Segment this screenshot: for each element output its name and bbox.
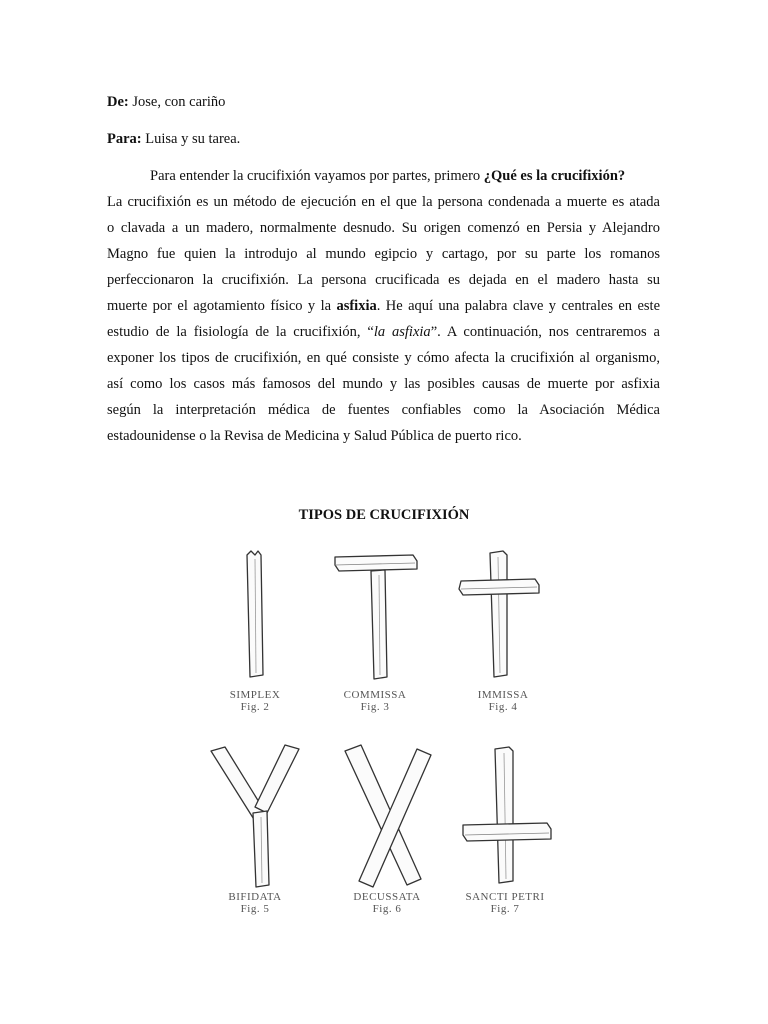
paragraph-text: Para entender la crucifixión vayamos por partes, primero — [150, 168, 484, 184]
to-line — [107, 129, 240, 149]
caption-simplex — [195, 689, 315, 713]
commissa-cross-drawing — [335, 555, 417, 679]
paragraph-line-3: o clavada a un madero, normalmente desnudo. Su origen comenzó en Persia y Alejandro — [107, 220, 660, 236]
crucifixion-types-figure — [195, 545, 575, 930]
paragraph-text: ”. A continuación, nos centraremos a — [430, 324, 660, 340]
caption-type-name: SANCTI PETRI — [465, 891, 545, 903]
decussata-cross-drawing — [345, 745, 431, 887]
immissa-cross-drawing — [459, 551, 539, 677]
paragraph-line-8: exponer los tipos de crucifixión, en qué consiste y cómo afecta la crucifixión al organismo, — [107, 350, 660, 366]
caption-fig-number: Fig. 7 — [490, 903, 520, 915]
paragraph-text: muerte por el agotamiento físico y la — [107, 298, 337, 314]
bold-question: ¿Qué es la crucifixión? — [483, 168, 626, 184]
to-label: Para: — [107, 131, 142, 147]
paragraph-line-9: así como los casos más famosos del mundo y las posibles causas de muerte por asfixia — [107, 376, 660, 392]
paragraph-line-5: perfeccionaron la crucifixión. La persona crucificada es dejada en el madero hasta su — [107, 272, 660, 288]
caption-commissa — [315, 689, 435, 713]
paragraph-line-6 — [107, 296, 660, 316]
caption-fig-number: Fig. 2 — [240, 701, 270, 713]
caption-sancti-petri — [445, 891, 565, 915]
cross-drawings — [195, 545, 575, 930]
paragraph-text: . He aquí una palabra clave y centrales en este — [376, 298, 661, 314]
bifidata-cross-drawing — [211, 745, 299, 887]
caption-immissa — [443, 689, 563, 713]
bold-keyword: asfixia — [336, 298, 377, 314]
paragraph-line-1 — [150, 166, 660, 186]
paragraph-line-11: estadounidense o la Revisa de Medicina y Salud Pública de puerto rico. — [107, 428, 522, 444]
from-line — [107, 92, 225, 112]
caption-fig-number: Fig. 5 — [240, 903, 270, 915]
caption-bifidata — [195, 891, 315, 915]
caption-type-name: IMMISSA — [477, 689, 529, 701]
to-value: Luisa y su tarea. — [141, 131, 241, 147]
italic-keyword: la asfixia — [373, 324, 431, 340]
paragraph-line-10: según la interpretación médica de fuentes confiables como la Asociación Médica — [107, 402, 660, 418]
caption-decussata — [327, 891, 447, 915]
caption-fig-number: Fig. 3 — [360, 701, 390, 713]
caption-type-name: BIFIDATA — [228, 891, 282, 903]
from-value: Jose, con cariño — [128, 94, 226, 110]
simplex-cross-drawing — [247, 551, 263, 677]
caption-type-name: DECUSSATA — [353, 891, 421, 903]
caption-fig-number: Fig. 6 — [372, 903, 402, 915]
caption-type-name: COMMISSA — [343, 689, 407, 701]
paragraph-line-4: Magno fue quien la introdujo al mundo egipcio y cartago, por su parte los romanos — [107, 246, 660, 262]
caption-type-name: SIMPLEX — [229, 689, 281, 701]
paragraph-line-7 — [107, 322, 660, 342]
sancti-petri-cross-drawing — [463, 747, 551, 883]
from-label: De: — [107, 94, 129, 110]
section-title: TIPOS DE CRUCIFIXIÓN — [298, 507, 470, 523]
paragraph-line-2: La crucifixión es un método de ejecución en el que la persona condenada a muerte es atada — [107, 194, 660, 210]
paragraph-text: estudio de la fisiología de la crucifixión, “ — [107, 324, 374, 340]
caption-fig-number: Fig. 4 — [488, 701, 518, 713]
